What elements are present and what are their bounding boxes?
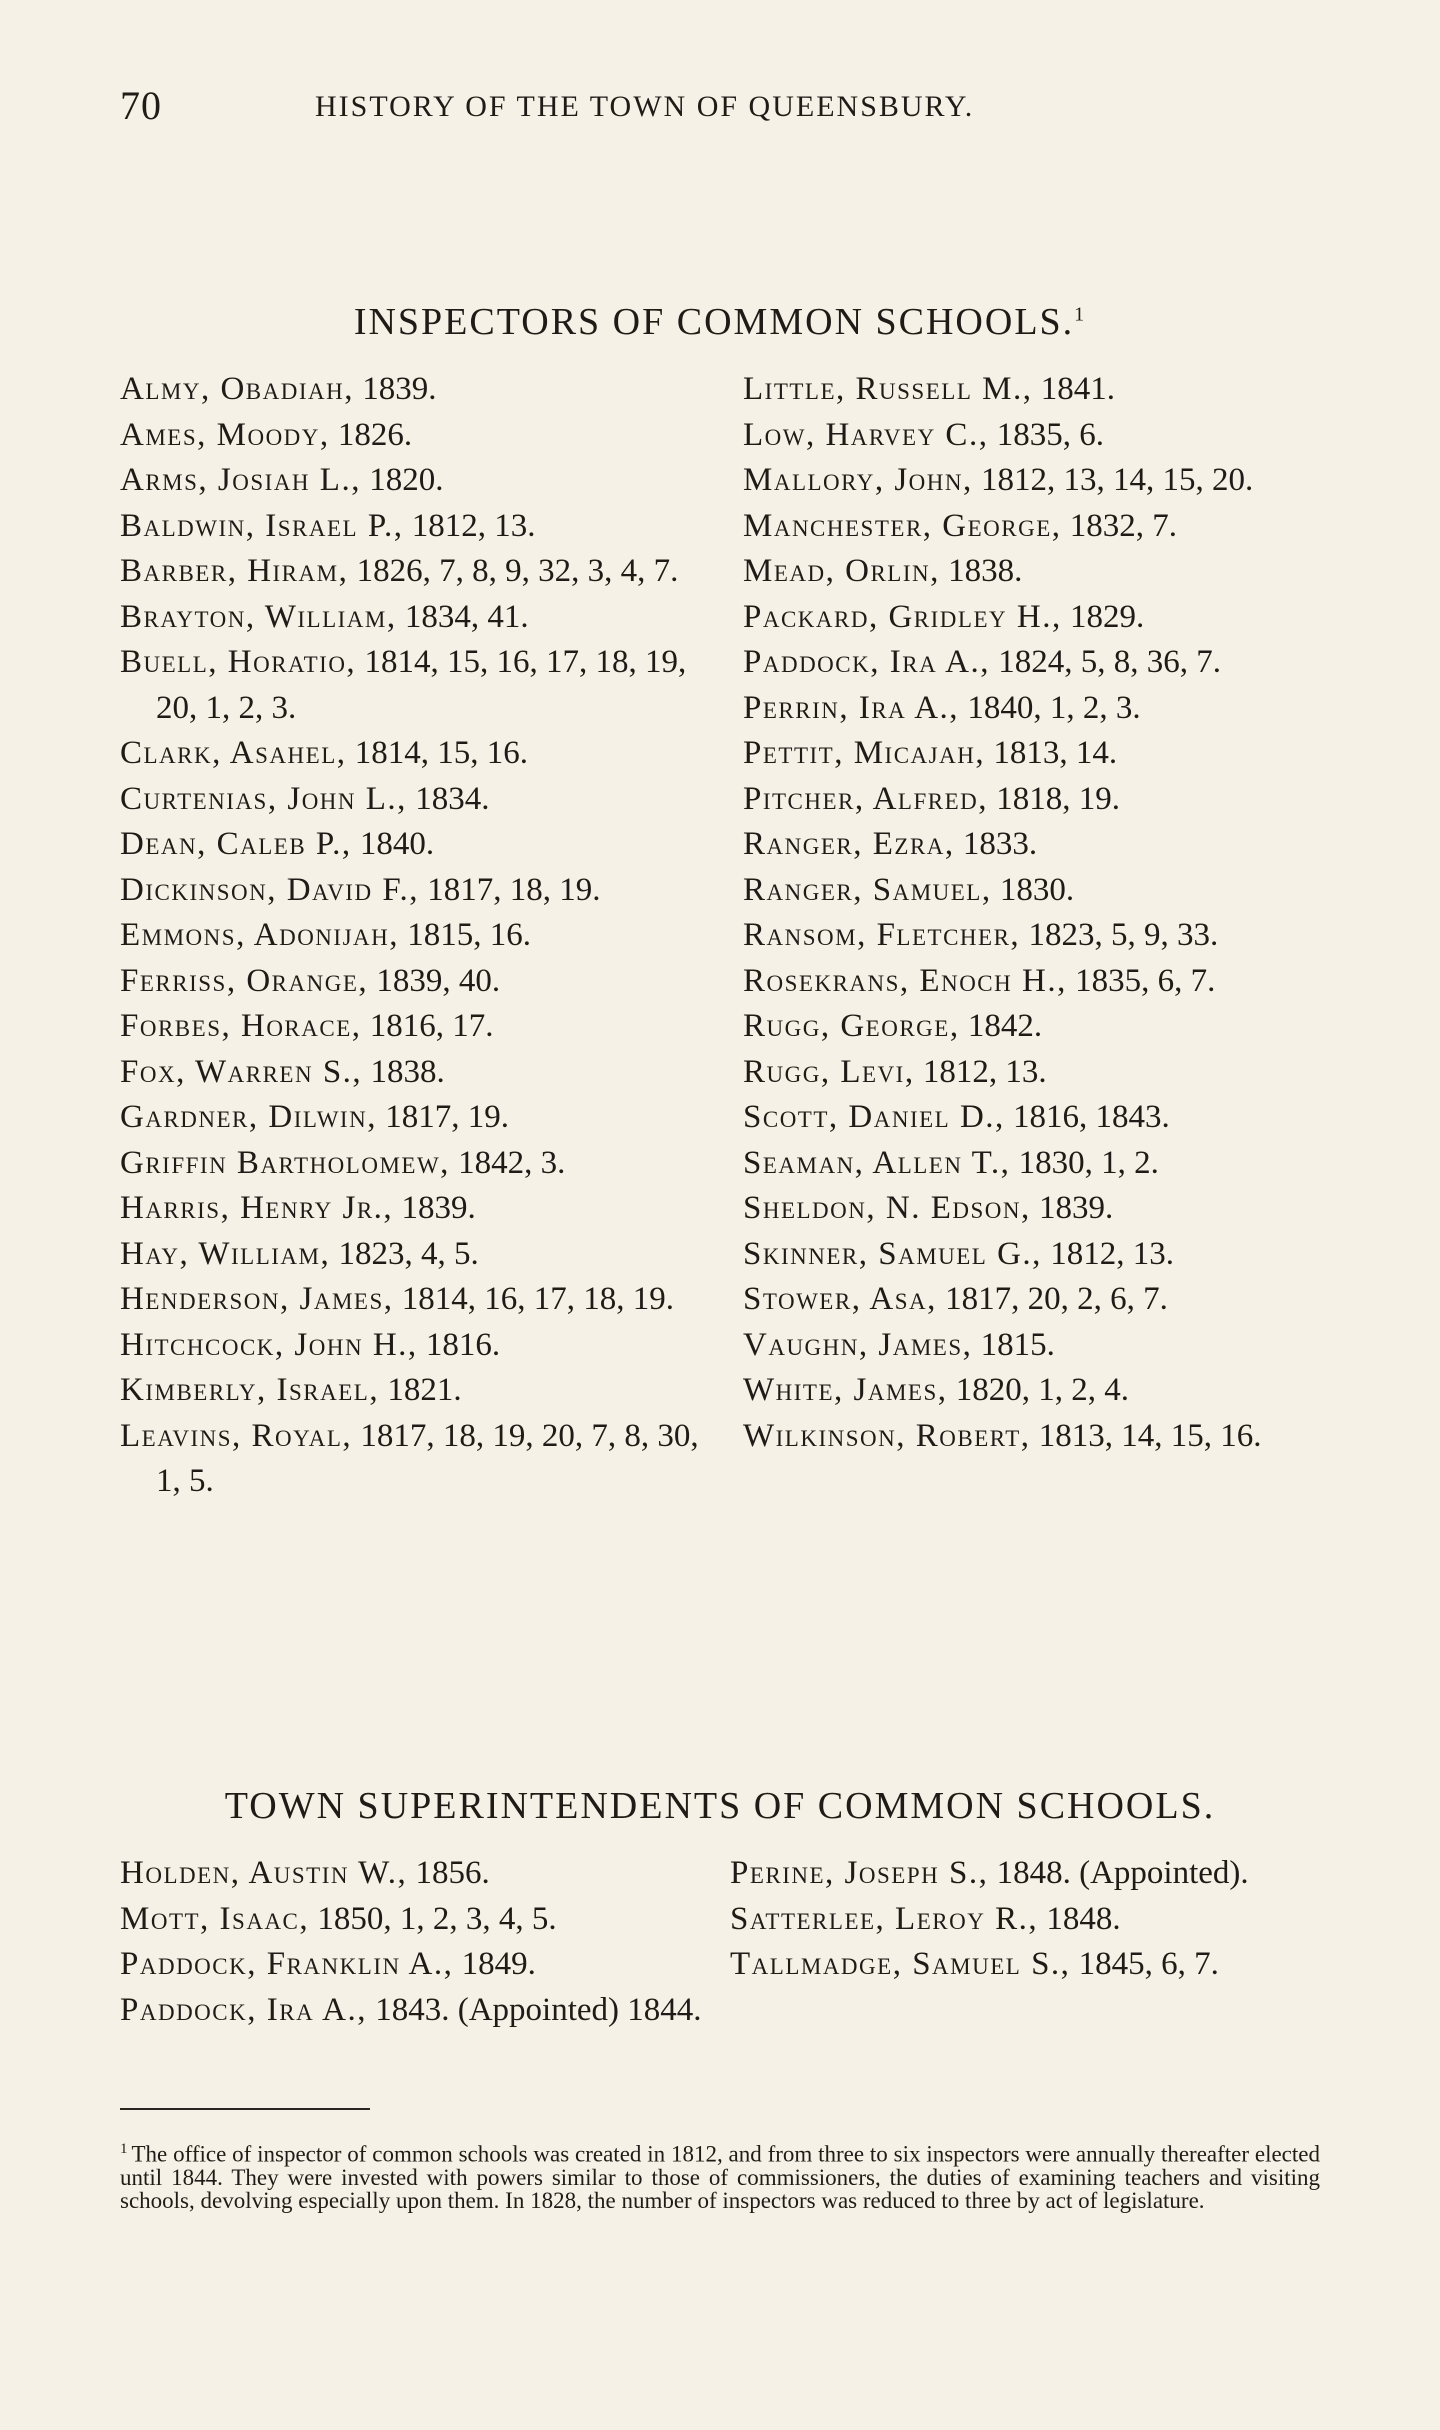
list-item xyxy=(120,1004,720,1050)
footnote-text: The office of inspector of common schools was created in 1812, and from three to six inspectors were annually thereafter elected until 1844. They were invested with powers similar to those of commissioners, the duties of examining teachers and visiting schools, devolving especially upon them. In 1828, the number of inspectors was reduced to three by act of legislature. xyxy=(120,2141,1320,2213)
person-name: Kimberly, Israel, xyxy=(120,1372,380,1408)
list-item xyxy=(743,1141,1343,1187)
person-name: Satterlee, Leroy R., xyxy=(730,1900,1039,1937)
service-years: 1838. xyxy=(370,1053,445,1090)
service-years: 1848. (Appointed). xyxy=(996,1855,1249,1891)
person-name: Emmons, Adonijah, xyxy=(120,917,399,953)
list-item xyxy=(120,1277,720,1323)
footnote-reference: 1 xyxy=(1074,303,1087,326)
service-years: 1817, 20, 2, 6, 7. xyxy=(945,1281,1168,1317)
list-item xyxy=(743,413,1343,459)
service-years: 1818, 19. xyxy=(996,780,1121,817)
person-name: Holden, Austin W., xyxy=(120,1855,408,1891)
person-name: Gardner, Dilwin, xyxy=(120,1099,377,1135)
list-item xyxy=(120,504,720,550)
person-name: Harris, Henry Jr., xyxy=(120,1190,394,1226)
inspectors-heading xyxy=(0,300,1440,344)
list-item xyxy=(120,1851,720,1897)
service-years: 1817, 18, 19. xyxy=(427,871,601,908)
inspectors-right-column xyxy=(743,367,1343,1459)
person-name: Scott, Daniel D., xyxy=(743,1099,1005,1135)
list-item xyxy=(120,1186,720,1232)
person-name: Leavins, Royal, xyxy=(120,1417,353,1454)
person-name: Little, Russell M., xyxy=(743,371,1033,407)
service-years: 1849. xyxy=(461,1946,536,1982)
list-item xyxy=(120,458,720,504)
list-item xyxy=(120,1988,720,2034)
footnote-divider xyxy=(120,2108,370,2110)
list-item xyxy=(743,686,1343,732)
person-name: Paddock, Ira A., xyxy=(120,1991,367,2028)
person-name: White, James, xyxy=(743,1372,948,1408)
service-years: 1812, 13. xyxy=(411,507,536,544)
person-name: Ransom, Fletcher, xyxy=(743,917,1021,953)
person-name: Forbes, Horace, xyxy=(120,1008,362,1044)
person-name: Wilkinson, Robert, xyxy=(743,1417,1031,1454)
person-name: Seaman, Allen T., xyxy=(743,1144,1011,1181)
list-item xyxy=(743,640,1343,686)
running-head xyxy=(120,82,1350,142)
service-years: 1830. xyxy=(999,871,1075,908)
person-name: Barber, Hiram, xyxy=(120,553,349,589)
service-years: 1812, 13, 14, 15, 20. xyxy=(981,462,1254,498)
person-name: Clark, Asahel, xyxy=(120,735,347,771)
person-name: Almy, Obadiah, xyxy=(120,371,354,407)
service-years: 1840. xyxy=(359,826,435,862)
list-item xyxy=(120,913,720,959)
list-item xyxy=(120,367,720,413)
service-years: 1848. xyxy=(1046,1900,1121,1937)
service-years: 1816, 17. xyxy=(369,1008,494,1044)
service-years: 1814, 15, 16. xyxy=(354,735,528,771)
service-years: 1826. xyxy=(337,416,413,453)
list-item xyxy=(730,1897,1330,1943)
person-name: Tallmadge, Samuel S., xyxy=(730,1946,1071,1982)
service-years: 1835, 6, 7. xyxy=(1075,962,1216,999)
list-item xyxy=(743,731,1343,777)
list-item xyxy=(120,1095,720,1141)
list-item xyxy=(743,822,1343,868)
person-name: Paddock, Franklin A., xyxy=(120,1946,454,1982)
service-years: 1835, 6. xyxy=(996,416,1104,453)
list-item xyxy=(743,1186,1343,1232)
service-years: 1829. xyxy=(1069,598,1145,635)
person-name: Vaughn, James, xyxy=(743,1326,973,1363)
list-item xyxy=(120,1050,720,1096)
service-years: 1820, 1, 2, 4. xyxy=(955,1372,1130,1408)
service-years: 1845, 6, 7. xyxy=(1078,1946,1219,1982)
service-years: 1813, 14, 15, 16. xyxy=(1038,1417,1262,1454)
service-years: 1834. xyxy=(415,780,490,817)
list-item xyxy=(743,1368,1343,1414)
person-name: Skinner, Samuel G., xyxy=(743,1235,1042,1272)
list-item xyxy=(120,822,720,868)
service-years: 1841. xyxy=(1040,371,1115,407)
service-years: 1820. xyxy=(369,462,444,498)
person-name: Baldwin, Israel P., xyxy=(120,507,404,544)
list-item xyxy=(730,1851,1330,1897)
list-item xyxy=(120,1323,720,1369)
person-name: Rugg, Levi, xyxy=(743,1053,915,1090)
list-item xyxy=(743,549,1343,595)
service-years: 1816. xyxy=(425,1326,501,1363)
service-years: 1842, 3. xyxy=(458,1144,566,1181)
person-name: Brayton, William, xyxy=(120,598,397,635)
person-name: Manchester, George, xyxy=(743,507,1062,544)
list-item xyxy=(743,458,1343,504)
service-years: 1823, 5, 9, 33. xyxy=(1028,917,1219,953)
superintendents-left-column xyxy=(120,1851,720,2033)
service-years: 1817, 19. xyxy=(385,1099,509,1135)
person-name: Pettit, Micajah, xyxy=(743,735,986,771)
list-item xyxy=(120,868,720,914)
service-years: 1833. xyxy=(962,826,1038,862)
service-years: 1815, 16. xyxy=(407,917,531,953)
service-years: 1812, 13. xyxy=(922,1053,1047,1090)
person-name: Paddock, Ira A., xyxy=(743,644,990,680)
list-item xyxy=(743,1277,1343,1323)
list-item xyxy=(120,1897,720,1943)
list-item xyxy=(120,959,720,1005)
person-name: Buell, Horatio, xyxy=(120,644,357,680)
service-years: 1821. xyxy=(387,1372,462,1408)
service-years: 1817, 18, 19, 20, 7, 8, 30, 1, 5. xyxy=(156,1417,699,1499)
list-item xyxy=(120,731,720,777)
inspectors-heading-text: INSPECTORS OF COMMON SCHOOLS. xyxy=(353,301,1075,343)
inspectors-left-column xyxy=(120,367,720,1505)
service-years: 1824, 5, 8, 36, 7. xyxy=(998,644,1221,680)
person-name: Rugg, George, xyxy=(743,1008,960,1044)
service-years: 1830, 1, 2. xyxy=(1018,1144,1159,1181)
person-name: Dean, Caleb P., xyxy=(120,826,352,862)
service-years: 1840, 1, 2, 3. xyxy=(967,689,1141,726)
running-title: HISTORY OF THE TOWN OF QUEENSBURY. xyxy=(315,90,975,123)
service-years: 1839, 40. xyxy=(376,962,501,999)
list-item xyxy=(730,1942,1330,1988)
service-years: 1814, 15, 16, 17, 18, 19, 20, 1, 2, 3. xyxy=(156,644,687,726)
list-item xyxy=(120,595,720,641)
person-name: Pitcher, Alfred, xyxy=(743,780,989,817)
service-years: 1812, 13. xyxy=(1050,1235,1174,1272)
service-years: 1850, 1, 2, 3, 4, 5. xyxy=(317,1900,557,1937)
list-item xyxy=(743,913,1343,959)
list-item xyxy=(120,1232,720,1278)
superintendents-heading-text: TOWN SUPERINTENDENTS OF COMMON SCHOOLS. xyxy=(224,1785,1216,1827)
person-name: Packard, Gridley H., xyxy=(743,598,1062,635)
list-item xyxy=(743,868,1343,914)
service-years: 1842. xyxy=(967,1008,1043,1044)
person-name: Mott, Isaac, xyxy=(120,1900,310,1937)
service-years: 1843. (Appointed) 1844. xyxy=(375,1991,702,2028)
list-item xyxy=(120,1414,720,1505)
service-years: 1839. xyxy=(362,371,437,407)
person-name: Ames, Moody, xyxy=(120,416,330,453)
person-name: Arms, Josiah L., xyxy=(120,462,361,498)
service-years: 1814, 16, 17, 18, 19. xyxy=(401,1281,674,1317)
list-item xyxy=(743,504,1343,550)
person-name: Perrin, Ira A., xyxy=(743,689,960,726)
service-years: 1839. xyxy=(401,1190,476,1226)
person-name: Mead, Orlin, xyxy=(743,553,940,589)
person-name: Low, Harvey C., xyxy=(743,416,989,453)
list-item xyxy=(120,1141,720,1187)
page-number: 70 xyxy=(120,83,162,128)
list-item xyxy=(120,640,720,731)
list-item xyxy=(743,1050,1343,1096)
list-item xyxy=(120,549,720,595)
person-name: Hay, William, xyxy=(120,1235,331,1272)
person-name: Rosekrans, Enoch H., xyxy=(743,962,1067,999)
service-years: 1839. xyxy=(1039,1190,1114,1226)
list-item xyxy=(743,1095,1343,1141)
superintendents-right-column xyxy=(730,1851,1330,1988)
person-name: Mallory, John, xyxy=(743,462,973,498)
list-item xyxy=(120,1368,720,1414)
list-item xyxy=(120,413,720,459)
service-years: 1826, 7, 8, 9, 32, 3, 4, 7. xyxy=(356,553,679,589)
person-name: Griffin Bartholomew, xyxy=(120,1144,450,1181)
list-item xyxy=(743,1004,1343,1050)
person-name: Henderson, James, xyxy=(120,1281,394,1317)
list-item xyxy=(743,777,1343,823)
service-years: 1813, 14. xyxy=(993,735,1118,771)
list-item xyxy=(743,367,1343,413)
service-years: 1838. xyxy=(948,553,1023,589)
person-name: Curtenias, John L., xyxy=(120,780,407,817)
service-years: 1816, 1843. xyxy=(1013,1099,1170,1135)
person-name: Hitchcock, John H., xyxy=(120,1326,418,1363)
list-item xyxy=(743,1414,1343,1460)
list-item xyxy=(120,1942,720,1988)
list-item xyxy=(743,1323,1343,1369)
list-item xyxy=(743,959,1343,1005)
person-name: Stower, Asa, xyxy=(743,1281,937,1317)
person-name: Fox, Warren S., xyxy=(120,1053,363,1090)
person-name: Ranger, Ezra, xyxy=(743,826,955,862)
footnote xyxy=(120,2138,1320,2212)
service-years: 1823, 4, 5. xyxy=(338,1235,479,1272)
service-years: 1856. xyxy=(415,1855,490,1891)
person-name: Ranger, Samuel, xyxy=(743,871,992,908)
person-name: Ferriss, Orange, xyxy=(120,962,369,999)
person-name: Sheldon, N. Edson, xyxy=(743,1190,1031,1226)
superintendents-heading xyxy=(0,1784,1440,1828)
list-item xyxy=(743,1232,1343,1278)
service-years: 1832, 7. xyxy=(1069,507,1178,544)
list-item xyxy=(120,777,720,823)
person-name: Perine, Joseph S., xyxy=(730,1855,989,1891)
service-years: 1834, 41. xyxy=(404,598,529,635)
footnote-marker: 1 xyxy=(120,2141,128,2157)
list-item xyxy=(743,595,1343,641)
person-name: Dickinson, David F., xyxy=(120,871,420,908)
service-years: 1815. xyxy=(980,1326,1055,1363)
